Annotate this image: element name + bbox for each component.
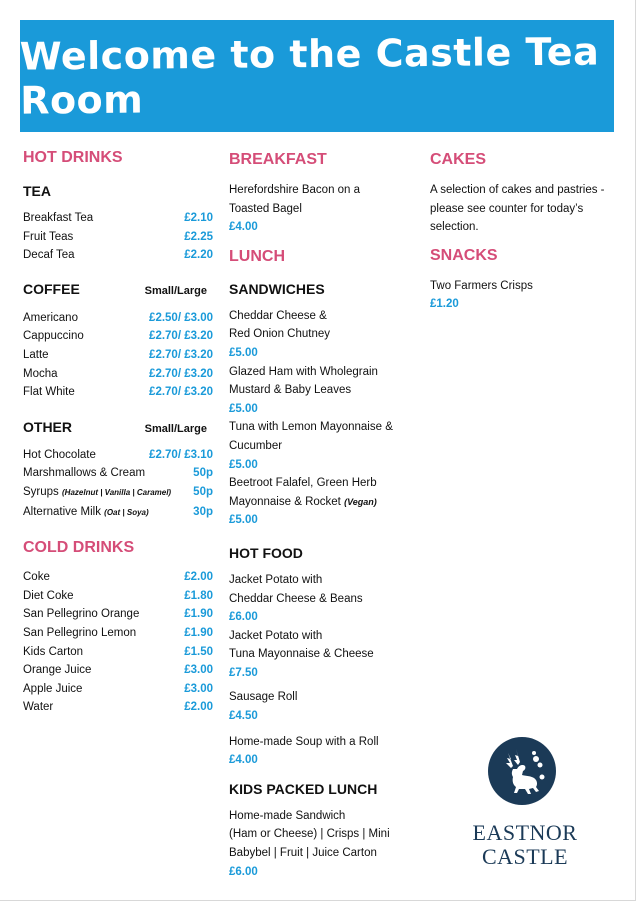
price: £4.00 (229, 754, 258, 767)
subheading-tea: TEA (23, 183, 51, 199)
price: £7.50 (229, 666, 258, 679)
price: £6.00 (229, 865, 258, 878)
snacks-item: Two Farmers Crisps £1.20 (430, 277, 610, 314)
subheading-coffee: COFFEE Small/Large (23, 280, 213, 300)
list-item: Jacket Potato with Tuna Mayonnaise & Cheese £7.50 (229, 627, 414, 683)
subheading-sandwiches: SANDWICHES (229, 280, 325, 297)
logo-text-eastnor: EASTNOR (472, 820, 578, 845)
list-item: Mocha £2.70/ £3.20 (23, 367, 213, 380)
column-food (229, 146, 414, 881)
list-item: Orange Juice £3.00 (23, 664, 213, 677)
tea-list (23, 209, 213, 265)
list-item: Marshmallows & Cream 50p (23, 467, 213, 480)
coffee-list (23, 309, 213, 402)
list-item: Fruit Teas £2.25 (23, 230, 213, 243)
list-item: Kids Carton £1.50 (23, 645, 213, 658)
list-item: Apple Juice £3.00 (23, 682, 213, 695)
list-item: Coke £2.00 (23, 571, 213, 584)
list-item: Cheddar Cheese & Red Onion Chutney £5.00 (229, 307, 414, 363)
breakfast-item: Herefordshire Bacon on a Toasted Bagel £4.00 (229, 181, 414, 237)
subheading-kids-packed-lunch: KIDS PACKED LUNCH (229, 780, 378, 797)
other-list (23, 446, 213, 522)
section-heading-lunch: LUNCH (229, 247, 285, 265)
list-item: Sausage Roll £4.50 (229, 688, 414, 725)
section-heading-breakfast: BREAKFAST (229, 151, 327, 168)
price: £5.00 (229, 346, 258, 359)
price: £4.50 (229, 710, 258, 723)
size-label: Small/Large (144, 422, 207, 435)
column-cakes-snacks (430, 146, 610, 314)
list-item: Cappuccino £2.70/ £3.20 (23, 330, 213, 343)
list-item: Diet Coke £1.80 (23, 589, 213, 602)
hot-food-list (229, 571, 414, 770)
cold-drinks-list (23, 568, 213, 717)
title-banner (20, 20, 614, 132)
list-item: Flat White £2.70/ £3.20 (23, 386, 213, 399)
list-item: San Pellegrino Lemon £1.90 (23, 626, 213, 639)
sandwiches-list (229, 307, 414, 530)
section-heading-cold-drinks: COLD DRINKS (23, 539, 135, 557)
price: £6.00 (229, 611, 258, 624)
cakes-text: A selection of cakes and pastries - please see counter for today’s selection. (430, 184, 605, 234)
list-item: Hot Chocolate £2.70/ £3.10 (23, 448, 213, 461)
subheading-other: OTHER Small/Large (23, 418, 213, 438)
eastnor-castle-logo (460, 735, 590, 875)
price: £5.00 (229, 458, 258, 471)
price: £1.20 (430, 298, 459, 311)
list-item: Syrups (Hazelnut | Vanilla | Caramel) 50p (23, 485, 213, 498)
page-title: Welcome to the Castle Tea Room (19, 29, 600, 123)
list-item: Jacket Potato with Cheddar Cheese & Beans £6.00 (229, 571, 414, 627)
price: £5.00 (229, 514, 258, 527)
list-item: Breakfast Tea £2.10 (23, 212, 213, 224)
column-drinks (23, 146, 213, 717)
list-item: Latte £2.70/ £3.20 (23, 348, 213, 361)
stag-emblem-icon (486, 735, 558, 807)
list-item: Beetroot Falafel, Green Herb Mayonnaise & Rocket (Vegan) £5.00 (229, 474, 414, 530)
list-item: Glazed Ham with Wholegrain Mustard & Baby Leaves £5.00 (229, 363, 414, 419)
list-item: San Pellegrino Orange £1.90 (23, 608, 213, 621)
size-label: Small/Large (144, 284, 207, 297)
list-item: Alternative Milk (Oat | Soya) 30p (23, 505, 213, 518)
list-item: Americano £2.50/ £3.00 (23, 311, 213, 324)
price: £5.00 (229, 402, 258, 415)
list-item: Tuna with Lemon Mayonnaise & Cucumber £5.00 (229, 418, 414, 474)
list-item: Decaf Tea £2.20 (23, 249, 213, 262)
list-item: Home-made Soup with a Roll £4.00 (229, 733, 414, 770)
section-heading-hot-drinks: HOT DRINKS (23, 149, 123, 166)
price: £4.00 (229, 221, 258, 234)
list-item: Water £2.00 (23, 701, 213, 714)
subheading-hot-food: HOT FOOD (229, 544, 303, 561)
logo-text-castle: CASTLE (481, 844, 569, 869)
kids-lunch-item: Home-made Sandwich (Ham or Cheese) | Crisps | Mini Babybel | Fruit | Juice Carton £6.00 (229, 807, 414, 881)
section-heading-cakes: CAKES (430, 151, 487, 168)
section-heading-snacks: SNACKS (430, 246, 498, 264)
